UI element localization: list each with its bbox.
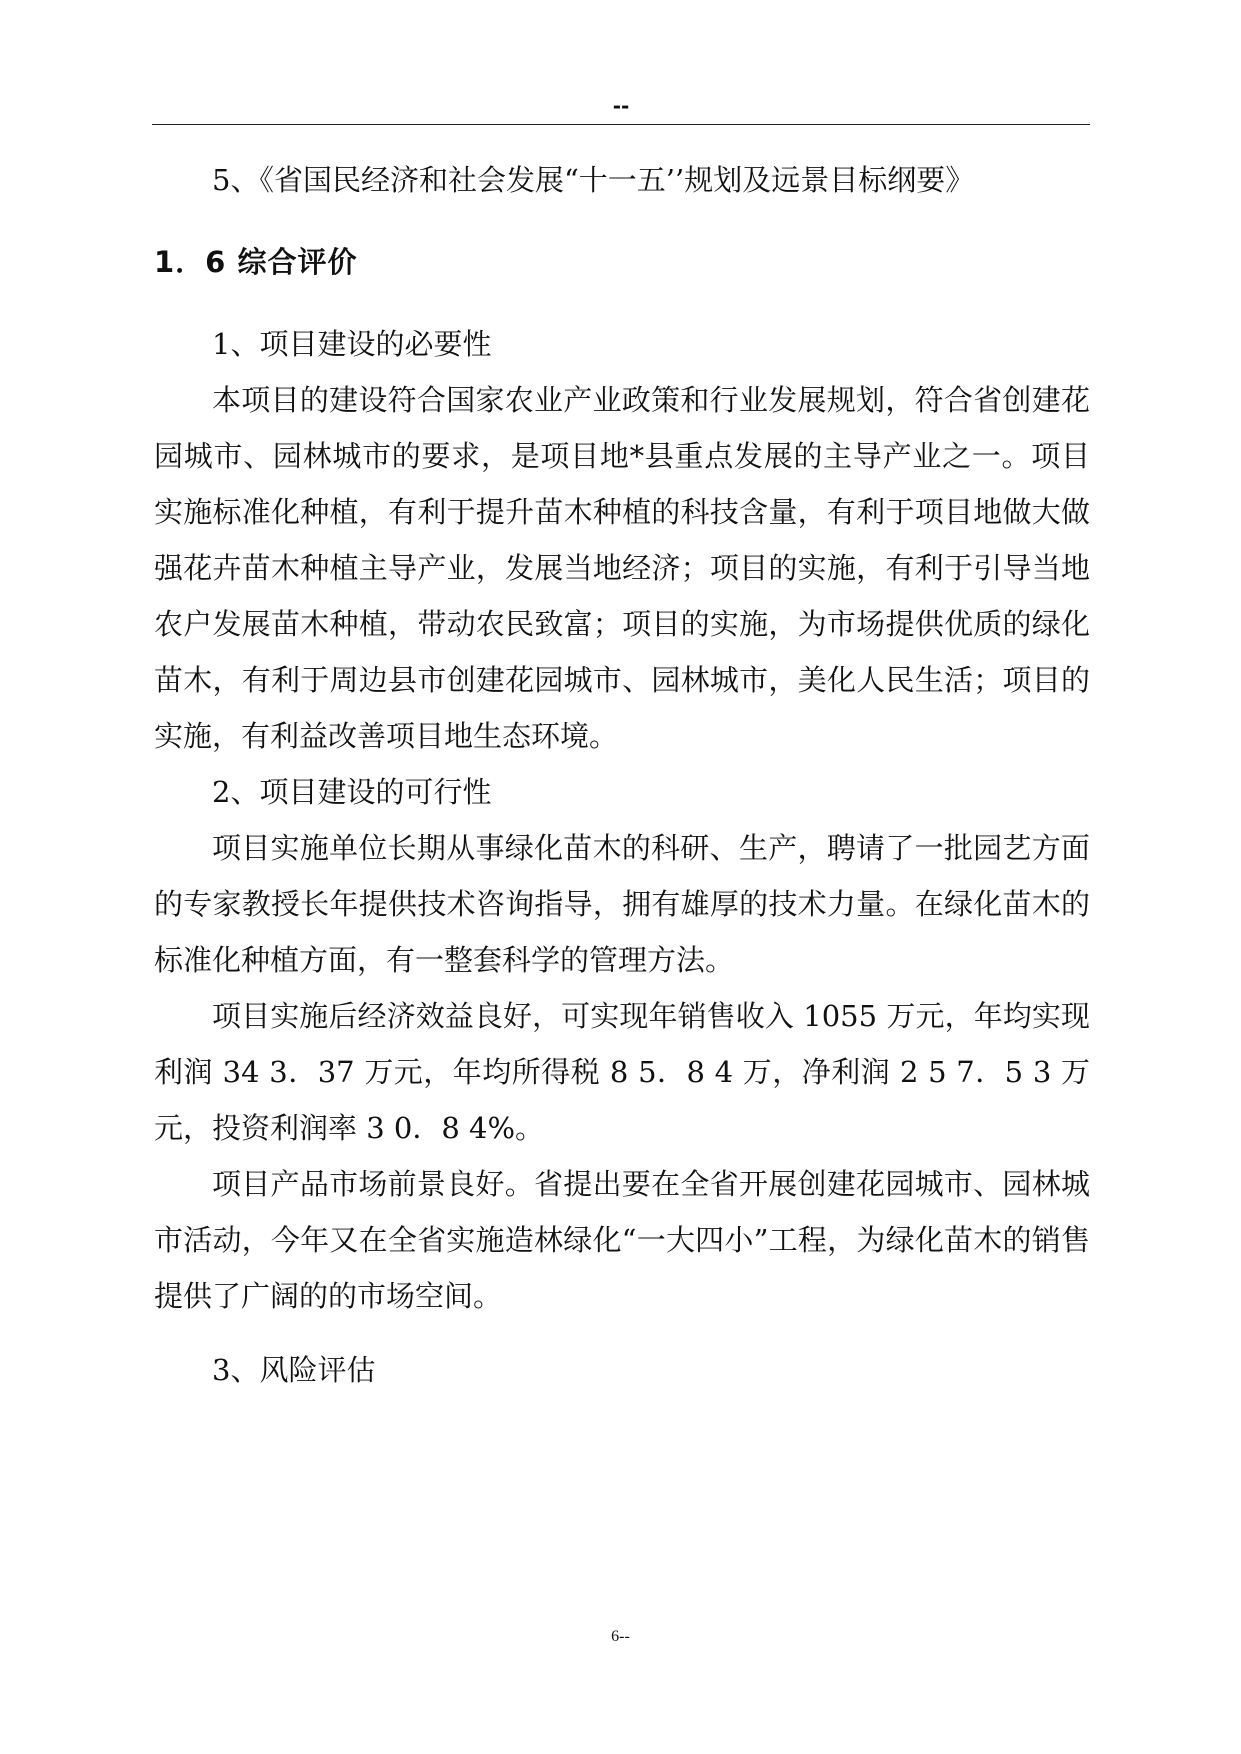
basis-item-5: 5、《省国民经济和社会发展“十一五’’规划及远景目标纲要》 [212, 163, 975, 197]
subsection-1-paragraph: 本项目的建设符合国家农业产业政策和行业发展规划，符合省创建花园城市、园林城市的要求，是项目地*县重点发展的主导产业之一。项目实施标准化种植，有利于提升苗木种植的科技含量，有利于项目地做大做强花卉苗木种植主导产业，发展当地经济；项目的实施，有利于引导当地农户发展苗木种植，带动农民致富；项目的实施，为市场提供优质的绿化苗木，有利于周边县市创建花园城市、园林城市，美化人民生活；项目的实施，有利益改善项目地生态环境。 [154, 383, 1090, 753]
page-number: 6-- [611, 1628, 630, 1645]
subsection-2-paragraph-1: 项目实施单位长期从事绿化苗木的科研、生产，聘请了一批园艺方面的专家教授长年提供技术咨询指导，拥有雄厚的技术力量。在绿化苗木的标准化种植方面，有一整套科学的管理方法。 [154, 831, 1090, 977]
subsection-1-title: 1、项目建设的必要性 [212, 327, 492, 361]
subsection-2-title: 2、项目建设的可行性 [212, 775, 492, 809]
header-mark: -- [612, 94, 630, 118]
subsection-3-title: 3、风险评估 [212, 1353, 376, 1387]
section-heading: 1．6 综合评价 [154, 245, 358, 279]
subsection-2-paragraph-2: 项目实施后经济效益良好，可实现年销售收入 1055 万元，年均实现利润 34 3．37 万元，年均所得税 8 5．8 4 万，净利润 2 5 7．5 3 万元，投资利润率 3 0．8 4%。 [154, 999, 1090, 1145]
subsection-2-paragraph-3: 项目产品市场前景良好。省提出要在全省开展创建花园城市、园林城市活动，今年又在全省实施造林绿化“一大四小”工程，为绿化苗木的销售提供了广阔的的市场空间。 [154, 1167, 1090, 1313]
header-rule [152, 124, 1090, 125]
document-body [154, 152, 1090, 1398]
page-header [152, 86, 1090, 126]
